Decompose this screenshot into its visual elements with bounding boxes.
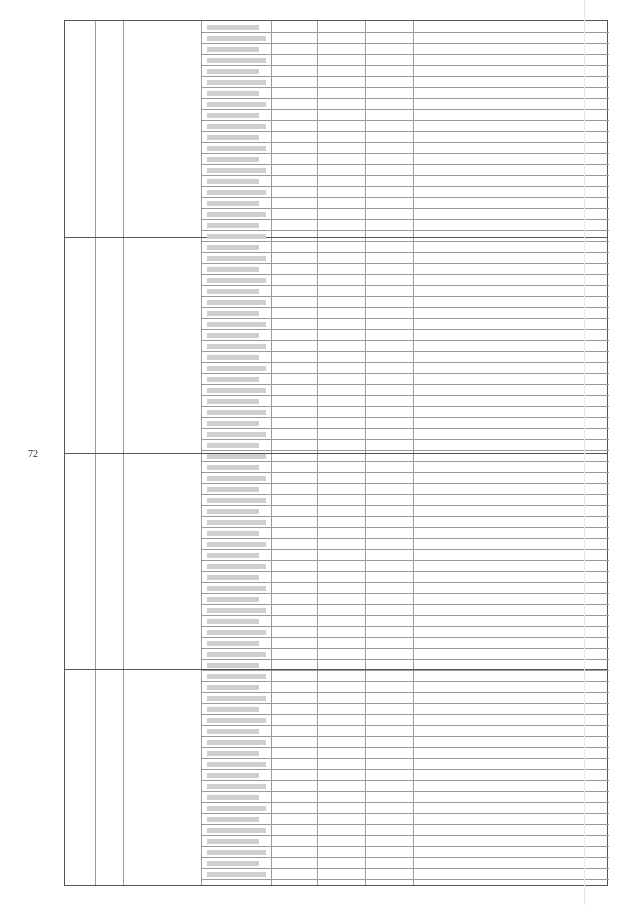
- illegible-cell-text: [207, 542, 266, 547]
- illegible-cell-text: [207, 168, 266, 173]
- table-row-divider: [201, 175, 609, 176]
- illegible-cell-text: [207, 124, 266, 129]
- illegible-cell-text: [207, 179, 259, 184]
- table-row-divider: [201, 714, 609, 715]
- table-row-divider: [201, 439, 609, 440]
- table-row-divider: [201, 208, 609, 209]
- table-row-divider: [201, 241, 609, 242]
- illegible-cell-text: [207, 586, 266, 591]
- illegible-cell-text: [207, 608, 266, 613]
- table-row-divider: [201, 615, 609, 616]
- table-row-divider: [201, 681, 609, 682]
- illegible-cell-text: [207, 531, 259, 536]
- illegible-cell-text: [207, 410, 266, 415]
- table-row-divider: [201, 736, 609, 737]
- table-row-divider: [201, 406, 609, 407]
- illegible-cell-text: [207, 234, 266, 239]
- table-row-divider: [201, 362, 609, 363]
- table-row-divider: [201, 593, 609, 594]
- table-row-divider: [201, 670, 609, 671]
- illegible-cell-text: [207, 157, 259, 162]
- table-row-divider: [201, 120, 609, 121]
- illegible-cell-text: [207, 322, 266, 327]
- illegible-cell-text: [207, 135, 259, 140]
- table-row-divider: [201, 307, 609, 308]
- illegible-cell-text: [207, 740, 266, 745]
- table-row-divider: [201, 846, 609, 847]
- table-section-divider: [65, 453, 607, 454]
- table-row-divider: [201, 758, 609, 759]
- table-row-divider: [201, 197, 609, 198]
- table-row-divider: [201, 560, 609, 561]
- illegible-cell-text: [207, 399, 259, 404]
- illegible-cell-text: [207, 839, 259, 844]
- table-row-divider: [201, 87, 609, 88]
- illegible-cell-text: [207, 751, 259, 756]
- table-row-divider: [201, 582, 609, 583]
- illegible-cell-text: [207, 58, 266, 63]
- illegible-cell-text: [207, 619, 259, 624]
- table-row-divider: [201, 384, 609, 385]
- table-section-divider: [65, 237, 607, 238]
- table-row-divider: [201, 703, 609, 704]
- illegible-cell-text: [207, 69, 259, 74]
- table-row-divider: [201, 494, 609, 495]
- table-section-divider: [65, 669, 607, 670]
- table-row-divider: [201, 142, 609, 143]
- table-row-divider: [201, 219, 609, 220]
- table-row-divider: [201, 747, 609, 748]
- table-row-divider: [201, 769, 609, 770]
- table-row-divider: [201, 483, 609, 484]
- illegible-cell-text: [207, 311, 259, 316]
- illegible-cell-text: [207, 553, 259, 558]
- illegible-cell-text: [207, 366, 266, 371]
- table-row-divider: [201, 109, 609, 110]
- illegible-cell-text: [207, 190, 266, 195]
- table-row-divider: [201, 868, 609, 869]
- illegible-cell-text: [207, 25, 259, 30]
- illegible-cell-text: [207, 80, 266, 85]
- illegible-cell-text: [207, 47, 259, 52]
- table-row-divider: [201, 450, 609, 451]
- table-row-divider: [201, 505, 609, 506]
- illegible-cell-text: [207, 828, 266, 833]
- table-row-divider: [201, 351, 609, 352]
- illegible-cell-text: [207, 487, 259, 492]
- table-row-divider: [201, 395, 609, 396]
- table-row-divider: [201, 252, 609, 253]
- illegible-cell-text: [207, 850, 266, 855]
- illegible-cell-text: [207, 575, 259, 580]
- table-row-divider: [201, 571, 609, 572]
- table-row-divider: [201, 329, 609, 330]
- table-row-divider: [201, 725, 609, 726]
- illegible-cell-text: [207, 443, 259, 448]
- illegible-cell-text: [207, 685, 259, 690]
- table-row-divider: [201, 54, 609, 55]
- illegible-cell-text: [207, 476, 266, 481]
- illegible-cell-text: [207, 663, 259, 668]
- table-row-divider: [201, 824, 609, 825]
- illegible-cell-text: [207, 498, 266, 503]
- table-row-divider: [201, 604, 609, 605]
- illegible-cell-text: [207, 641, 259, 646]
- table-row-divider: [201, 230, 609, 231]
- table-row-divider: [201, 153, 609, 154]
- illegible-cell-text: [207, 674, 266, 679]
- illegible-cell-text: [207, 773, 259, 778]
- table-row-divider: [201, 813, 609, 814]
- table-row-divider: [201, 318, 609, 319]
- table-row-divider: [201, 791, 609, 792]
- illegible-cell-text: [207, 718, 266, 723]
- table-row-divider: [201, 373, 609, 374]
- illegible-cell-text: [207, 146, 266, 151]
- illegible-cell-text: [207, 762, 266, 767]
- table-row-divider: [201, 131, 609, 132]
- table-row-divider: [201, 527, 609, 528]
- table-row-divider: [201, 648, 609, 649]
- illegible-cell-text: [207, 465, 259, 470]
- table-row-divider: [201, 626, 609, 627]
- table-row-divider: [201, 65, 609, 66]
- table-row-divider: [201, 659, 609, 660]
- illegible-cell-text: [207, 245, 259, 250]
- illegible-cell-text: [207, 355, 259, 360]
- table-row-divider: [201, 285, 609, 286]
- illegible-cell-text: [207, 300, 266, 305]
- illegible-cell-text: [207, 201, 259, 206]
- rotated-table: [64, 20, 608, 886]
- table-row-divider: [201, 461, 609, 462]
- illegible-cell-text: [207, 212, 266, 217]
- illegible-cell-text: [207, 388, 266, 393]
- table-row-divider: [201, 296, 609, 297]
- illegible-cell-text: [207, 432, 266, 437]
- illegible-cell-text: [207, 289, 259, 294]
- illegible-cell-text: [207, 520, 266, 525]
- table-row-divider: [201, 43, 609, 44]
- page-number: 72: [28, 449, 38, 460]
- illegible-cell-text: [207, 784, 266, 789]
- table-row-divider: [201, 428, 609, 429]
- illegible-cell-text: [207, 564, 266, 569]
- table-row-divider: [201, 164, 609, 165]
- illegible-cell-text: [207, 333, 259, 338]
- table-row-divider: [201, 516, 609, 517]
- table-row-divider: [201, 76, 609, 77]
- illegible-cell-text: [207, 102, 266, 107]
- table-row-divider: [201, 637, 609, 638]
- illegible-cell-text: [207, 696, 266, 701]
- table-row-divider: [201, 263, 609, 264]
- table-row-divider: [201, 857, 609, 858]
- table-row-divider: [201, 98, 609, 99]
- illegible-cell-text: [207, 421, 259, 426]
- illegible-cell-text: [207, 223, 259, 228]
- table-row-divider: [201, 417, 609, 418]
- illegible-cell-text: [207, 36, 266, 41]
- table-row-divider: [201, 472, 609, 473]
- table-row-divider: [201, 780, 609, 781]
- illegible-cell-text: [207, 91, 259, 96]
- table-row-divider: [201, 538, 609, 539]
- table-row-divider: [201, 340, 609, 341]
- illegible-cell-text: [207, 806, 266, 811]
- illegible-cell-text: [207, 707, 259, 712]
- illegible-cell-text: [207, 872, 266, 877]
- illegible-cell-text: [207, 454, 266, 459]
- illegible-cell-text: [207, 652, 266, 657]
- table-row-divider: [201, 835, 609, 836]
- table-row-divider: [201, 274, 609, 275]
- illegible-cell-text: [207, 344, 266, 349]
- illegible-cell-text: [207, 630, 266, 635]
- scan-fold-line: [584, 0, 585, 905]
- illegible-cell-text: [207, 278, 266, 283]
- illegible-cell-text: [207, 729, 259, 734]
- illegible-cell-text: [207, 817, 259, 822]
- illegible-cell-text: [207, 795, 259, 800]
- illegible-cell-text: [207, 113, 259, 118]
- table-row-divider: [201, 802, 609, 803]
- illegible-cell-text: [207, 509, 259, 514]
- illegible-cell-text: [207, 861, 259, 866]
- illegible-cell-text: [207, 377, 259, 382]
- table-row-divider: [201, 692, 609, 693]
- illegible-cell-text: [207, 256, 266, 261]
- illegible-cell-text: [207, 597, 259, 602]
- table-row-divider: [201, 186, 609, 187]
- table-row-divider: [201, 32, 609, 33]
- illegible-cell-text: [207, 267, 259, 272]
- table-row-divider: [201, 879, 609, 880]
- table-row-divider: [201, 549, 609, 550]
